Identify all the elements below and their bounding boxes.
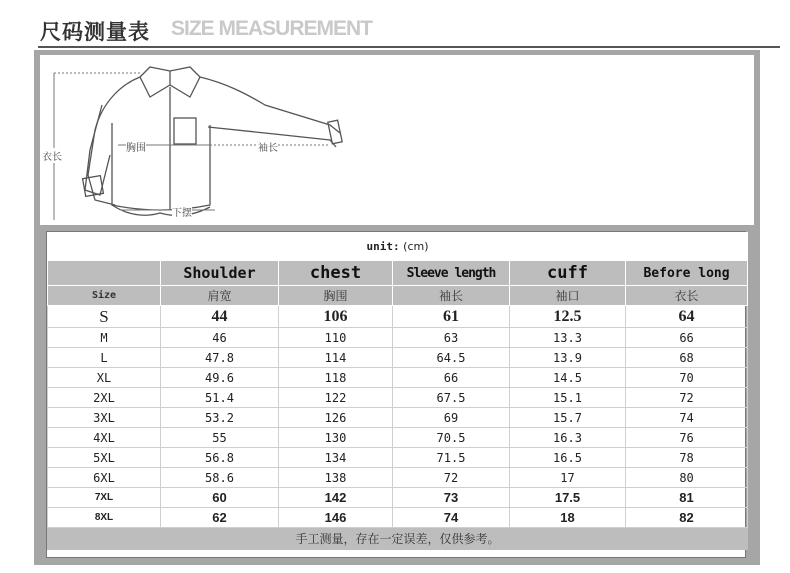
value-cell: 76 xyxy=(626,428,748,448)
value-cell: 72 xyxy=(393,468,510,488)
header-zh-sleeve: 袖长 xyxy=(393,286,510,306)
value-cell: 81 xyxy=(626,488,748,508)
value-cell: 47.8 xyxy=(161,348,279,368)
value-cell: 18 xyxy=(510,508,626,528)
value-cell: 130 xyxy=(279,428,393,448)
value-cell: 15.7 xyxy=(510,408,626,428)
value-cell: 118 xyxy=(279,368,393,388)
header-zh-length: 衣长 xyxy=(626,286,748,306)
header-cuff: cuff xyxy=(510,261,626,286)
value-cell: 53.2 xyxy=(161,408,279,428)
value-cell: 114 xyxy=(279,348,393,368)
table-row xyxy=(48,468,748,488)
header-blank xyxy=(48,261,161,286)
size-cell: 7XL xyxy=(48,488,161,508)
table-body xyxy=(48,306,748,528)
value-cell: 134 xyxy=(279,448,393,468)
value-cell: 44 xyxy=(161,306,279,328)
unit-label: unit: xyxy=(366,240,400,253)
value-cell: 55 xyxy=(161,428,279,448)
value-cell: 110 xyxy=(279,328,393,348)
value-cell: 61 xyxy=(393,306,510,328)
value-cell: 106 xyxy=(279,306,393,328)
table-row xyxy=(48,508,748,528)
value-cell: 66 xyxy=(393,368,510,388)
value-cell: 67.5 xyxy=(393,388,510,408)
value-cell: 16.5 xyxy=(510,448,626,468)
header-sleeve-length: Sleeve length xyxy=(393,261,510,286)
footnote-row xyxy=(48,528,748,550)
size-cell: M xyxy=(48,328,161,348)
value-cell: 70 xyxy=(626,368,748,388)
header-zh-cuff: 袖口 xyxy=(510,286,626,306)
page-title-en: SIZE MEASUREMENT xyxy=(171,17,373,40)
value-cell: 64.5 xyxy=(393,348,510,368)
size-cell: 4XL xyxy=(48,428,161,448)
value-cell: 63 xyxy=(393,328,510,348)
header-row-en xyxy=(48,261,748,286)
unit-row xyxy=(48,233,748,261)
value-cell: 51.4 xyxy=(161,388,279,408)
value-cell: 68 xyxy=(626,348,748,368)
size-cell: 8XL xyxy=(48,508,161,528)
value-cell: 74 xyxy=(393,508,510,528)
value-cell: 56.8 xyxy=(161,448,279,468)
value-cell: 69 xyxy=(393,408,510,428)
value-cell: 17.5 xyxy=(510,488,626,508)
shirt-drawing-icon xyxy=(40,55,754,225)
value-cell: 14.5 xyxy=(510,368,626,388)
value-cell: 60 xyxy=(161,488,279,508)
value-cell: 13.3 xyxy=(510,328,626,348)
unit-cell xyxy=(48,233,748,261)
size-cell: 5XL xyxy=(48,448,161,468)
value-cell: 72 xyxy=(626,388,748,408)
page-title-zh: 尺码测量表 xyxy=(40,20,150,44)
value-cell: 126 xyxy=(279,408,393,428)
value-cell: 78 xyxy=(626,448,748,468)
header-zh-chest: 胸围 xyxy=(279,286,393,306)
value-cell: 122 xyxy=(279,388,393,408)
value-cell: 70.5 xyxy=(393,428,510,448)
header-size: Size xyxy=(48,286,161,306)
label-hem: 下摆 xyxy=(172,204,192,219)
value-cell: 82 xyxy=(626,508,748,528)
table-row xyxy=(48,408,748,428)
value-cell: 66 xyxy=(626,328,748,348)
size-table-wrapper xyxy=(46,231,746,558)
value-cell: 12.5 xyxy=(510,306,626,328)
header-shoulder: Shoulder xyxy=(161,261,279,286)
value-cell: 16.3 xyxy=(510,428,626,448)
size-cell: S xyxy=(48,306,161,328)
table-row xyxy=(48,368,748,388)
shirt-illustration xyxy=(40,55,754,225)
size-cell: L xyxy=(48,348,161,368)
table-row xyxy=(48,306,748,328)
page-header xyxy=(38,12,778,48)
value-cell: 62 xyxy=(161,508,279,528)
value-cell: 64 xyxy=(626,306,748,328)
header-zh-shoulder: 肩宽 xyxy=(161,286,279,306)
value-cell: 138 xyxy=(279,468,393,488)
size-cell: 2XL xyxy=(48,388,161,408)
value-cell: 15.1 xyxy=(510,388,626,408)
table-row xyxy=(48,488,748,508)
table-row xyxy=(48,328,748,348)
header-before-long: Before long xyxy=(626,261,748,286)
header-divider xyxy=(38,46,780,48)
size-cell: XL xyxy=(48,368,161,388)
header-row-zh xyxy=(48,286,748,306)
label-length: 衣长 xyxy=(42,148,62,163)
value-cell: 142 xyxy=(279,488,393,508)
value-cell: 73 xyxy=(393,488,510,508)
size-cell: 3XL xyxy=(48,408,161,428)
footnote: 手工测量，存在一定误差，仅供参考。 xyxy=(48,528,748,550)
value-cell: 74 xyxy=(626,408,748,428)
header-chest: chest xyxy=(279,261,393,286)
size-table xyxy=(47,232,748,550)
table-row xyxy=(48,448,748,468)
value-cell: 46 xyxy=(161,328,279,348)
value-cell: 17 xyxy=(510,468,626,488)
value-cell: 80 xyxy=(626,468,748,488)
value-cell: 71.5 xyxy=(393,448,510,468)
value-cell: 58.6 xyxy=(161,468,279,488)
table-row xyxy=(48,428,748,448)
value-cell: 146 xyxy=(279,508,393,528)
value-cell: 13.9 xyxy=(510,348,626,368)
unit-value: (cm) xyxy=(403,240,429,253)
size-cell: 6XL xyxy=(48,468,161,488)
label-chest: 胸围 xyxy=(126,139,146,154)
value-cell: 49.6 xyxy=(161,368,279,388)
table-row xyxy=(48,388,748,408)
label-sleeve: 袖长 xyxy=(258,139,278,154)
table-row xyxy=(48,348,748,368)
